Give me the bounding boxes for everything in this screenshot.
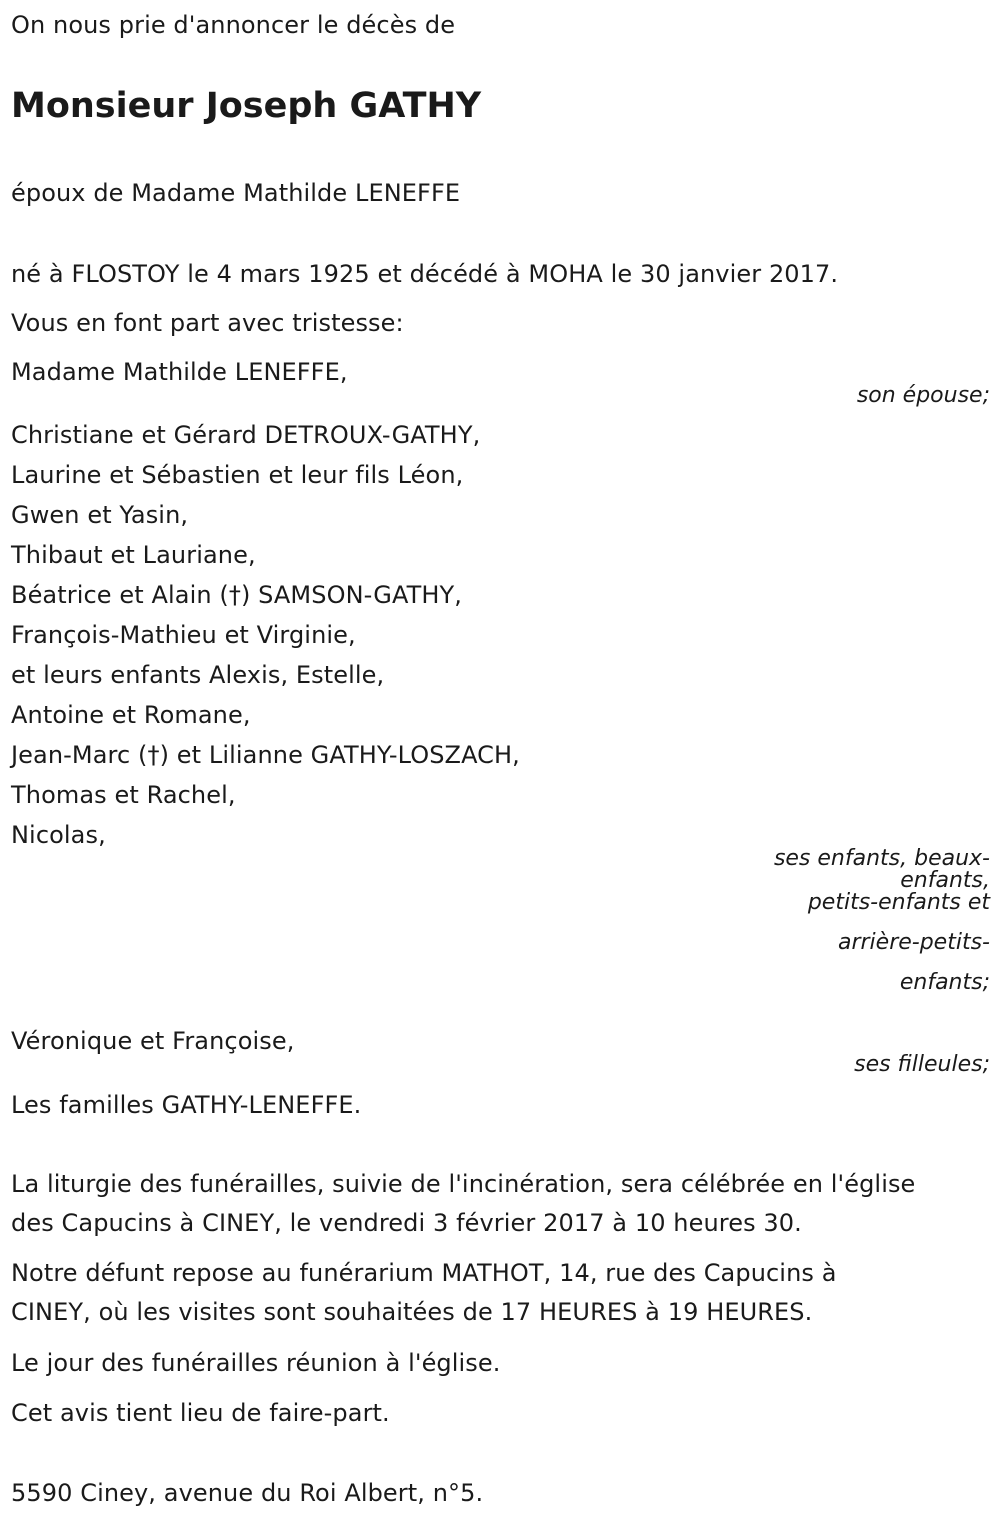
family-line: Thomas et Rachel,	[11, 781, 236, 809]
share-intro: Vous en font part avec tristesse:	[11, 309, 404, 337]
family-line: Antoine et Romane,	[11, 701, 251, 729]
godchildren-role: ses filleules;	[854, 1052, 990, 1077]
spouse-name: Madame Mathilde LENEFFE,	[11, 358, 348, 386]
family-line: Nicolas,	[11, 821, 106, 849]
intro-text: On nous prie d'annoncer le décès de	[11, 11, 456, 39]
families-line: Les familles GATHY-LENEFFE.	[11, 1091, 362, 1119]
repose-line: Notre défunt repose au funérarium MATHOT, 14, rue des Capucins à	[11, 1259, 837, 1287]
faire-part-line: Cet avis tient lieu de faire-part.	[11, 1399, 390, 1427]
family-line: Laurine et Sébastien et leur fils Léon,	[11, 461, 464, 489]
address-line: 5590 Ciney, avenue du Roi Albert, n°5.	[11, 1479, 484, 1507]
godchildren-names: Véronique et Françoise,	[11, 1027, 295, 1055]
children-role-line: ses enfants, beaux-	[773, 846, 990, 871]
children-role-line: enfants,	[900, 868, 990, 893]
family-line: Gwen et Yasin,	[11, 501, 189, 529]
liturgy-line: des Capucins à CINEY, le vendredi 3 février 2017 à 10 heures 30.	[11, 1209, 802, 1237]
children-role-line: arrière-petits-	[837, 930, 990, 955]
liturgy-line: La liturgie des funérailles, suivie de l'incinération, sera célébrée en l'église	[11, 1170, 916, 1198]
spouse-line: époux de Madame Mathilde LENEFFE	[11, 179, 461, 207]
family-line: Jean-Marc (†) et Lilianne GATHY-LOSZACH,	[11, 741, 520, 769]
gathering-line: Le jour des funérailles réunion à l'église.	[11, 1349, 501, 1377]
family-line: et leurs enfants Alexis, Estelle,	[11, 661, 385, 689]
family-line: Béatrice et Alain (†) SAMSON-GATHY,	[11, 581, 463, 609]
family-line: Christiane et Gérard DETROUX-GATHY,	[11, 421, 481, 449]
family-line: Thibaut et Lauriane,	[11, 541, 256, 569]
birth-death-line: né à FLOSTOY le 4 mars 1925 et décédé à MOHA le 30 janvier 2017.	[11, 260, 839, 288]
children-role-line: petits-enfants et	[807, 890, 990, 915]
repose-line: CINEY, où les visites sont souhaitées de 17 HEURES à 19 HEURES.	[11, 1298, 813, 1326]
children-role	[740, 839, 990, 1003]
family-line: François-Mathieu et Virginie,	[11, 621, 356, 649]
spouse-role: son épouse;	[856, 383, 990, 408]
deceased-name: Monsieur Joseph GATHY	[11, 86, 482, 126]
children-role-line: enfants;	[899, 970, 990, 995]
